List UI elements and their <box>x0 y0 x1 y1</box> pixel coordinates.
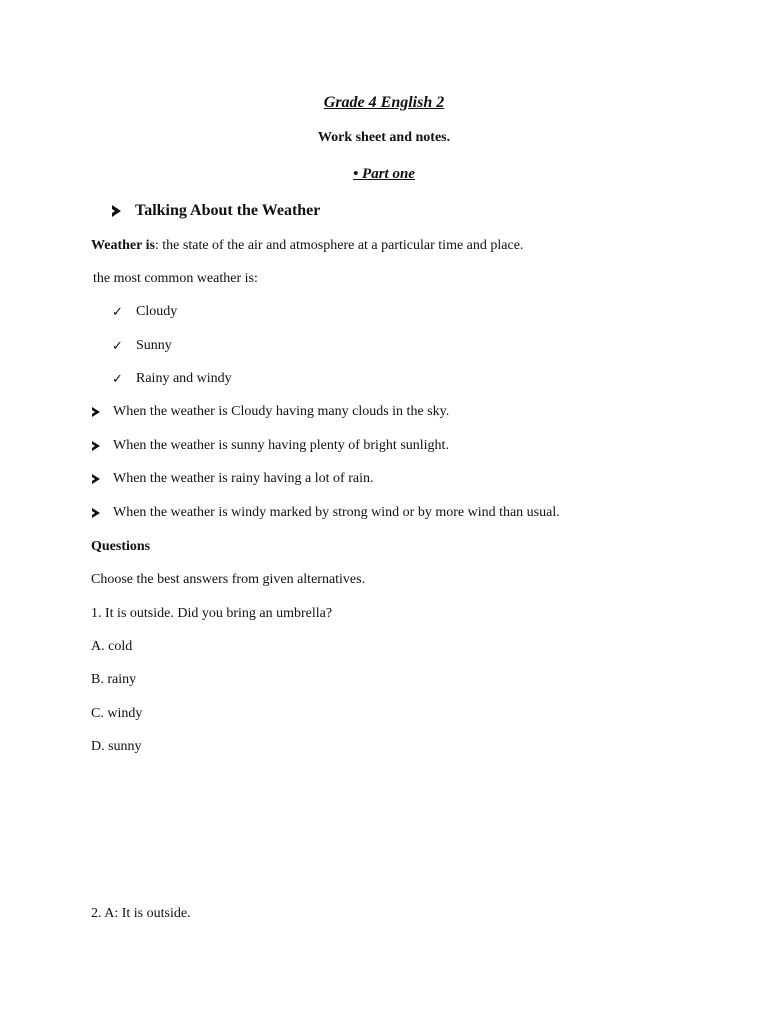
definition-term: Weather is <box>91 238 155 253</box>
weather-type-label: Rainy and windy <box>136 371 232 386</box>
answer-option: B. rainy <box>91 672 137 687</box>
weather-type-label: Sunny <box>136 338 172 353</box>
questions-instruction: Choose the best answers from given alternatives. <box>91 572 366 587</box>
list-item <box>112 304 177 320</box>
list-item <box>92 404 449 420</box>
common-weather-intro: the most common weather is: <box>93 271 258 286</box>
arrow-bullet-icon <box>92 508 100 518</box>
arrow-bullet-icon <box>92 474 100 484</box>
weather-type-label: Cloudy <box>136 304 178 319</box>
description-text: When the weather is rainy having a lot of rain. <box>113 471 374 486</box>
questions-heading: Questions <box>91 539 151 554</box>
list-item <box>112 371 232 387</box>
arrow-bullet-icon <box>92 441 100 451</box>
answer-option: D. sunny <box>91 739 142 754</box>
arrow-bullet-icon <box>92 407 100 417</box>
arrow-bullet-icon <box>112 205 121 217</box>
worksheet-title: Grade 4 English 2 <box>323 94 445 111</box>
answer-option: A. cold <box>91 639 133 654</box>
weather-definition <box>91 238 523 254</box>
section-heading <box>112 202 320 220</box>
description-text: When the weather is sunny having plenty of bright sunlight. <box>113 438 449 453</box>
list-item <box>92 471 373 487</box>
definition-text: : the state of the air and atmosphere at a particular time and place. <box>154 238 524 253</box>
list-item <box>92 505 560 521</box>
list-item <box>112 338 172 354</box>
checkmark-icon: ✓ <box>112 371 123 387</box>
checkmark-icon: ✓ <box>112 338 123 354</box>
worksheet-subtitle: Work sheet and notes. <box>317 130 451 145</box>
description-text: When the weather is windy marked by strong wind or by more wind than usual. <box>113 505 560 520</box>
part-heading: • Part one <box>353 166 415 182</box>
section-heading-text: Talking About the Weather <box>135 202 321 219</box>
checkmark-icon: ✓ <box>112 304 123 320</box>
list-item <box>92 438 449 454</box>
description-text: When the weather is Cloudy having many clouds in the sky. <box>113 404 450 419</box>
answer-option: C. windy <box>91 706 143 721</box>
question-1-text: 1. It is outside. Did you bring an umbrella? <box>91 606 333 621</box>
question-2-text: 2. A: It is outside. <box>91 906 191 921</box>
